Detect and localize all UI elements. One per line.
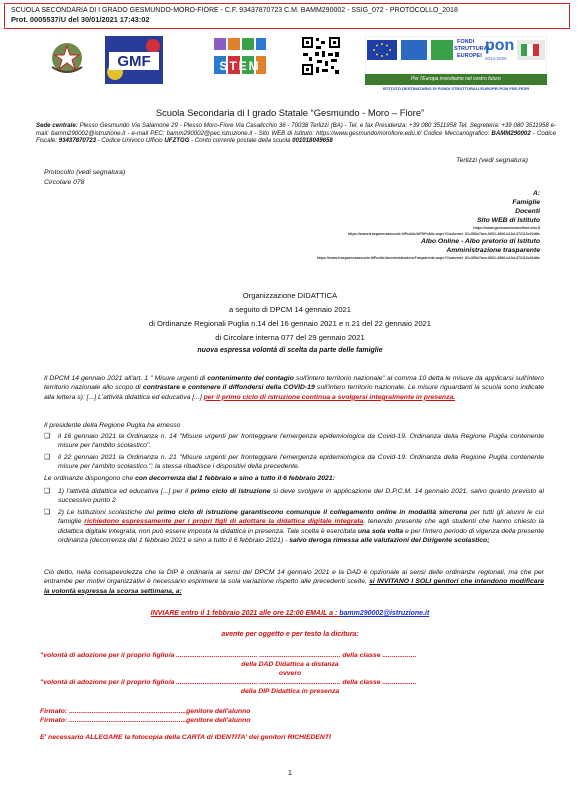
p1-e: sull'intero territorio nazionale. Le misure riguardanti la scuola sono indicate alla lettera s): [...] L'attività didattica ed educativa [...]	[44, 384, 544, 401]
amministrazione-url[interactable]: https://www.trasparenzascuole.it/Public/AmministrazioneTrasparente.aspx?Customer_ID=350e7ace-0601-4966-b13d-372113c02d8c	[316, 256, 540, 260]
list-item-text: il 22 gennaio 2021 la Ordinanza n. 21 "Misure urgenti per fronteggiare l'emergenza epidemiologica da Covid-19. Ordinanza della Regione Puglia contenente misure per l'ambito scolastico."; la stessa ribadisce i dispositivi della precedente.	[58, 453, 544, 471]
trasparenza-url[interactable]: https://www.trasparenzascuole.it/Public/APDPublic.aspx?Customer_ID=350e7ace-0601-4966-b13d-372113c02d8c	[347, 232, 540, 236]
info-cc: 001018049658	[292, 137, 333, 145]
heading-dpcm: a seguito di DPCM 14 gennaio 2021	[228, 305, 351, 314]
info-uf: UFZTGG	[164, 137, 190, 145]
list-item	[44, 453, 544, 472]
protocol-block	[44, 168, 125, 188]
form-template	[40, 651, 540, 742]
signature-line-2: Firmato: ..............................................................genitore dell'alunno	[40, 717, 251, 724]
p4-a: Ciò detto, nella consapevolezza che la DIP è ordinaria ai sensi del DPCM 14 gennaio 2021 e la DAD è opzionale ai sensi delle ordinanze regionali, ma che per entrambe per motivi organizzativi è necessario esprimere la sola variazione rispetto alle precedenti scelte,	[44, 569, 544, 586]
form-dad-label: della DAD Didattica a distanza	[241, 661, 339, 668]
gmf-logo	[105, 36, 163, 84]
i1c: si deve svolgere in applicazione del D.P.C.M. 14 gennaio 2021, salvo quanto previsto al successivo punto 2	[58, 488, 544, 505]
i1b: primo ciclo di istruzione	[190, 488, 271, 495]
place-date: Terlizzi (vedi segnatura)	[456, 157, 528, 164]
paragraph-decorrenza	[44, 474, 544, 483]
qr-code-icon	[301, 36, 341, 76]
i2g: e per l'intero periodo di vigenza della presente ordinanza (decorrenza dal 1 febbraio 2021 e sino a tutto il 6 febbraio 2021) -	[58, 527, 544, 545]
p3-a: Le ordinanze dispongono che	[44, 475, 136, 482]
eu-flag-icon	[365, 36, 547, 92]
pon-banner	[365, 36, 547, 92]
p1-c: sull'intero territorio nazionale" al comma 10 detta le misure da applicarsi sull'intero territorio nazionale allo scopo di	[44, 375, 544, 392]
pon-fondi: FONDI	[457, 39, 475, 45]
pon-tagline: Per l'Europa investiamo nel vostro futuro	[411, 76, 501, 82]
list-item	[44, 432, 544, 451]
school-title: Scuola Secondaria di I grado Statale “Gesmundo - Moro – Fiore”	[155, 107, 425, 118]
bullet-icon: ❑	[44, 433, 51, 440]
list-item	[44, 487, 544, 506]
pon-strutturali: STRUTTURALI	[454, 46, 493, 52]
svg-text:STEM: STEM	[219, 59, 261, 73]
i2b: primo ciclo di istruzione garantiscono comunque il collegamento online in modalità sincrona	[156, 508, 468, 516]
i2c: per tutti gli alunni le cui famiglie	[58, 508, 544, 526]
p1-b: contenimento del contagio	[207, 375, 294, 382]
p4-b: si INVITANO	[369, 578, 410, 586]
form-dad-line: "volontà di adozione per il proprio figlio/a ........................................... ........................................... della classe ..................	[40, 652, 417, 659]
form-dip-line: "volontà di adozione per il proprio figlio/a ........................................... ........................................... della classe ..................	[40, 679, 417, 686]
p3-b: con decorrenza dal 1 febbraio e sino a tutto il 6 febbraio 2021:	[135, 475, 335, 482]
i1a: 1) l'attività didattica ed educativa [...] per il	[58, 488, 191, 495]
form-dip-label: della DIP Didattica in presenza	[240, 688, 340, 695]
email-link[interactable]: bamm290002@istruzione.it	[339, 610, 430, 617]
p1-f: per il primo ciclo di istruzione continua a svolgersi integralmente in presenza.	[203, 393, 456, 401]
info-cf-label: - Codice Fiscale:	[36, 129, 556, 145]
stem-logo	[212, 36, 268, 78]
i2f: una sola volta	[357, 527, 404, 535]
invio-text: INVIARE entro il 1 febbraio 2021 alle ore 12:00 EMAIL a :	[150, 610, 340, 617]
info-sede-label: Sede centrale:	[36, 122, 80, 129]
recipient-sito: Sito WEB di Istituto	[476, 217, 540, 224]
p1-d: contrastare e contenere il diffondersi della COVID-19	[142, 384, 315, 392]
pon-europei: EUROPEI	[457, 53, 482, 59]
recipient-a: A:	[532, 190, 540, 197]
circolare-number: Circolare 078	[44, 179, 85, 186]
recipients	[180, 189, 540, 261]
bullet-icon: ❑	[44, 453, 51, 461]
recipient-famiglie: Famiglie	[512, 199, 540, 206]
heading-circolare: di Circolare interna 077 del 29 gennaio 2021	[215, 333, 365, 342]
allegare-note: E' necessario ALLEGARE la fotocopia della CARTA di IDENTITA' dei genitori RICHIEDENTI	[40, 734, 331, 741]
stamp-protocol-number: Prot. 0005537/U del 30/01/2021 17:43:02	[11, 15, 150, 24]
paragraph-presidente: Il presidente della Regione Puglia ha emesso	[44, 422, 181, 429]
info-cf: 93437870723	[58, 137, 96, 145]
signature-line-1: Firmato: ..............................................................genitore dell'alunno	[40, 708, 251, 715]
list-item-text: il 16 gennaio 2021 la Ordinanza n. 14 "Misure urgenti per fronteggiare l'emergenza epidemiologica da Covid-19. Ordinanza della Regione Puglia contenente misure per l'ambito scolastico".	[58, 433, 544, 450]
form-ovvero: ovvero	[278, 670, 302, 677]
page-number: 1	[287, 768, 293, 777]
school-info	[36, 122, 556, 145]
paragraph-dpcm	[44, 374, 544, 402]
sito-url[interactable]: https://www.gesmundomorofiore.edu.it	[473, 226, 540, 230]
protocol-stamp	[4, 3, 570, 29]
disposizioni-list	[44, 487, 544, 547]
svg-text:GMF: GMF	[117, 53, 151, 70]
invio-line	[0, 610, 580, 617]
p1-a: Il DPCM 14 gennaio 2021 all'art. 1 " Misure urgenti di	[44, 375, 208, 382]
info-addresses: Plesso Gesmundo Via Salamone 29 - Plesso Moro-Fiore Via Casalicchio 36 - 70038 Terlizzi (BA) - Tel. e fax Presidenza: +39 080 3511958 Tel. Segreteria: +39 080 3511958 e-mail: bamm290002@istruzione.it - e-mail PEC: bamm290002@pec.istruzione.it - Sito WEB di Istituto: https://www.gesmundomorofiore.edu.it/ Codice Meccanografico:	[36, 122, 557, 137]
info-cm: BAMM290002	[491, 129, 531, 137]
recipient-albo: Albo Online - Albo pretorio di Istituto	[420, 238, 540, 245]
info-uf-label: - Codice Univoco Ufficio	[95, 137, 165, 145]
i2d: richiedono espressamente per i propri figli di adottare la didattica digitale integrata	[84, 518, 364, 526]
stamp-line-1: SCUOLA SECONDARIA DI I GRADO GESMUNDO-MORO-FIORE - C.F. 93437870723 C.M. BAMM290002 - SSIG_072 - PROTOCOLLO_2018	[11, 7, 458, 14]
pon-years: 2014-2020	[485, 56, 507, 61]
avente-line: avente per oggetto e per testo la dicitura:	[221, 631, 359, 638]
logo-bar	[0, 34, 580, 92]
pon-footer: ISTITUTO DESTINATARIO DI FONDI STRUTTURALI EUROPEI PON FSE-FESR	[382, 86, 530, 91]
protocollo-label: Protocollo (vedi segnatura)	[44, 169, 126, 176]
pon-word: pon	[485, 37, 515, 54]
i2a: 2) Le Istituzioni scolastiche del	[58, 508, 157, 516]
heading-title: Organizzazione DIDATTICA	[242, 291, 338, 300]
list-item	[44, 508, 544, 546]
heading-subtitle: nuova espressa volontà di scelta da parte delle famiglie	[197, 347, 383, 354]
ordinanze-list	[44, 432, 544, 474]
i2h: salvo deroga rimessa alle valutazioni del Dirigente scolastico;	[289, 537, 490, 545]
info-cc-label: - Conto corrente postale della scuola	[189, 137, 293, 145]
bullet-icon: ❑	[44, 508, 51, 516]
italian-republic-emblem-icon	[47, 39, 87, 77]
i2e: , tenendo presente che agli studenti che hanno chiesto la didattica digitale integrata, non può essere imposta la didattica in presenza. Tale scelta è esercitata	[58, 518, 544, 535]
paragraph-invito	[44, 568, 544, 596]
bullet-icon: ❑	[44, 488, 51, 495]
heading-ordinanze: di Ordinanze Regionali Puglia n.14 del 16 gennaio 2021 e n.21 del 22 gennaio 2021	[148, 319, 432, 328]
recipient-docenti: Docenti	[515, 208, 540, 215]
recipient-amministrazione: Amministrazione trasparente	[446, 247, 540, 254]
p4-c: I SOLI genitori che intendono modificare la volontà espressa la scorsa settimana, a:	[44, 578, 544, 595]
